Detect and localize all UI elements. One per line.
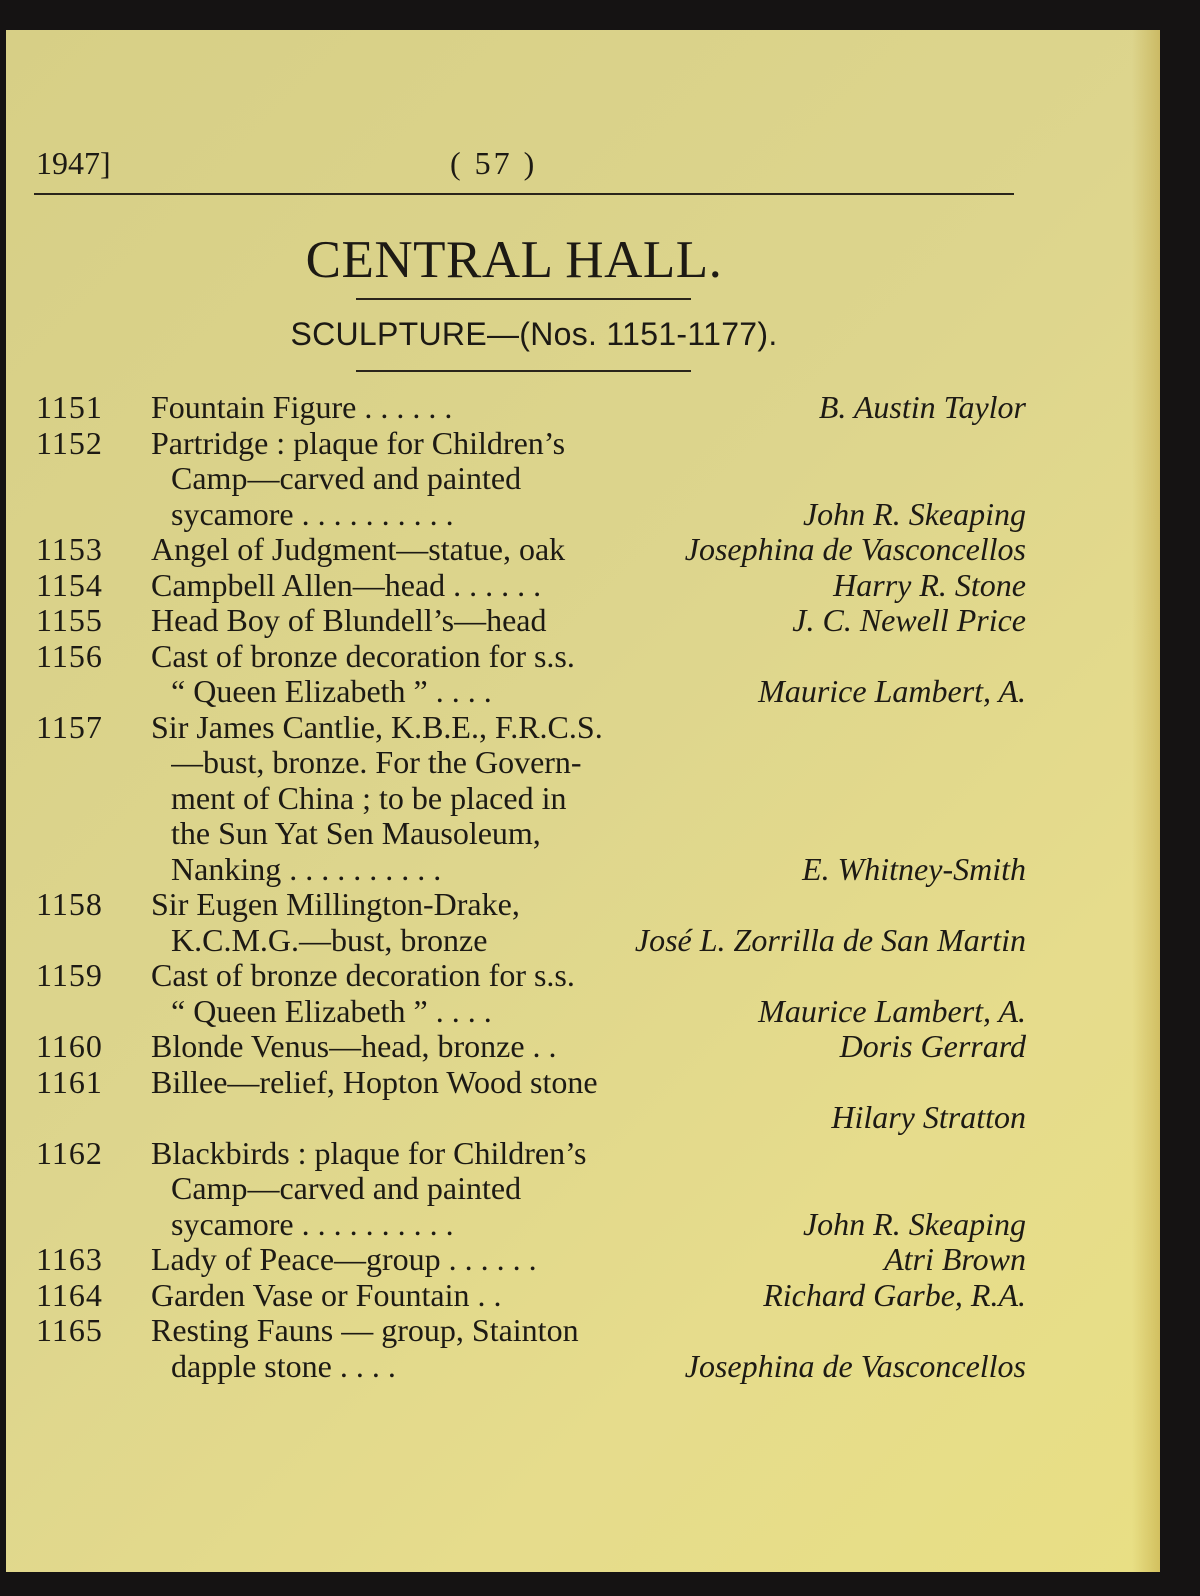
entry-title-text: Lady of Peace—group . . . . . .	[151, 1242, 537, 1277]
entry-line	[151, 1171, 1026, 1207]
entry-title-text: Sir Eugen Millington-Drake,	[151, 887, 520, 922]
year-label: 1947]	[36, 145, 111, 181]
entry-body	[151, 390, 1026, 426]
artist-name: John R. Skeaping	[802, 1205, 1026, 1242]
page-number: ( 57 )	[450, 145, 538, 181]
entry-title-text: sycamore . . . . . . . . . .	[171, 496, 454, 532]
entry-line	[151, 1349, 1026, 1385]
entry-number: 1154	[36, 566, 103, 603]
catalogue-page	[6, 30, 1160, 1572]
artist-name: Josephina de Vasconcellos	[684, 1347, 1026, 1384]
entry-number: 1157	[36, 708, 103, 745]
entry-title-text: Cast of bronze decoration for s.s.	[151, 638, 575, 674]
catalogue-entry	[36, 1029, 1026, 1065]
entry-line	[151, 603, 1026, 639]
artist-name: E. Whitney-Smith	[802, 850, 1026, 887]
entry-number: 1156	[36, 637, 103, 674]
catalogue-entry	[36, 639, 1026, 710]
entry-line	[151, 781, 1026, 817]
entry-title-text: Camp—carved and painted	[171, 461, 522, 496]
entry-body	[151, 1242, 1026, 1278]
entry-line	[151, 568, 1026, 604]
artist-name: Hilary Stratton	[831, 1099, 1026, 1135]
entry-body	[151, 1029, 1026, 1065]
artist-name: Richard Garbe, R.A.	[763, 1276, 1026, 1313]
entry-title-text: sycamore . . . . . . . . . .	[171, 1206, 454, 1242]
artist-name: Harry R. Stone	[833, 566, 1026, 603]
artist-name: Josephina de Vasconcellos	[684, 531, 1026, 567]
entry-line	[151, 461, 1026, 497]
entry-title-text: Fountain Figure . . . . . .	[151, 390, 453, 425]
running-head	[36, 145, 1011, 185]
entry-body	[151, 568, 1026, 604]
entry-title-text: Cast of bronze decoration for s.s.	[151, 958, 575, 993]
entry-line	[151, 710, 1026, 746]
entry-title-text: Blonde Venus—head, bronze . .	[151, 1029, 557, 1064]
title-rule	[356, 298, 691, 300]
entry-number: 1151	[36, 389, 103, 425]
entry-line	[151, 994, 1026, 1030]
entry-body	[151, 603, 1026, 639]
entry-body	[151, 1065, 1026, 1136]
entry-number: 1162	[36, 1134, 103, 1171]
entry-line	[151, 1278, 1026, 1314]
catalogue-entry	[36, 603, 1026, 639]
entry-line	[151, 1136, 1026, 1172]
catalogue-entry	[36, 532, 1026, 568]
artist-name: John R. Skeaping	[802, 495, 1026, 532]
entry-title-text: “ Queen Elizabeth ” . . . .	[171, 993, 492, 1029]
catalogue-entry	[36, 958, 1026, 1029]
artist-name: Maurice Lambert, A.	[758, 992, 1026, 1029]
entry-body	[151, 426, 1026, 533]
entry-line	[151, 958, 1026, 994]
entry-body	[151, 710, 1026, 888]
entry-line	[151, 1029, 1026, 1065]
header-rule	[34, 193, 1014, 195]
entry-title-text: Camp—carved and painted	[171, 1171, 522, 1206]
entry-title-text: Garden Vase or Fountain . .	[151, 1277, 502, 1313]
entry-line	[151, 852, 1026, 888]
entry-body	[151, 958, 1026, 1029]
catalogue-entry	[36, 1065, 1026, 1136]
entry-line	[151, 816, 1026, 852]
artist-name: Maurice Lambert, A.	[758, 673, 1026, 709]
entry-body	[151, 887, 1026, 958]
entry-title-text: Nanking . . . . . . . . . .	[171, 851, 442, 887]
entry-body	[151, 532, 1026, 568]
entry-title-text: Sir James Cantlie, K.B.E., F.R.C.S.	[151, 709, 603, 745]
artist-name: Atri Brown	[884, 1241, 1026, 1277]
entry-number: 1163	[36, 1241, 103, 1277]
entry-line	[151, 923, 1026, 959]
entry-title-text: dapple stone . . . .	[171, 1348, 396, 1384]
entry-title-text: Angel of Judgment—statue, oak	[151, 532, 566, 567]
entry-number: 1159	[36, 957, 103, 993]
entry-line	[151, 639, 1026, 675]
artist-name: José L. Zorrilla de San Martin	[634, 921, 1026, 958]
entry-line	[151, 497, 1026, 533]
section-subtitle: SCULPTURE—(Nos. 1151-1177).	[290, 316, 778, 352]
entry-title-text: Campbell Allen—head . . . . . .	[151, 567, 542, 603]
entry-line	[151, 1313, 1026, 1349]
entry-line	[151, 745, 1026, 781]
entry-line	[151, 1207, 1026, 1243]
entry-title-text: K.C.M.G.—bust, bronze	[171, 922, 488, 958]
catalogue-entry	[36, 1136, 1026, 1243]
catalogue-entry	[36, 1242, 1026, 1278]
entry-line	[151, 1065, 1026, 1101]
entry-title-text: Head Boy of Blundell’s—head	[151, 603, 547, 638]
entry-title-text: the Sun Yat Sen Mausoleum,	[171, 816, 541, 851]
entry-number: 1164	[36, 1276, 103, 1313]
artist-name: J. C. Newell Price	[792, 602, 1026, 638]
entry-number: 1152	[36, 424, 103, 461]
entry-body	[151, 639, 1026, 710]
entry-number: 1165	[36, 1312, 103, 1348]
catalogue-entry	[36, 568, 1026, 604]
catalogue-entry	[36, 1278, 1026, 1314]
catalogue-entry	[36, 887, 1026, 958]
entry-line	[151, 674, 1026, 710]
subtitle-rule	[356, 370, 691, 372]
entry-number: 1160	[36, 1028, 103, 1064]
entry-body	[151, 1313, 1026, 1384]
catalogue-entry	[36, 390, 1026, 426]
entry-title-text: Blackbirds : plaque for Children’s	[151, 1135, 587, 1171]
entry-list	[36, 390, 1026, 1384]
artist-name: Doris Gerrard	[839, 1028, 1026, 1064]
entry-title-text: “ Queen Elizabeth ” . . . .	[171, 674, 492, 709]
entry-number: 1155	[36, 602, 103, 638]
entry-line	[151, 532, 1026, 568]
entry-title-text: ment of China ; to be placed in	[171, 780, 567, 816]
entry-body	[151, 1136, 1026, 1243]
entry-title-text: Partridge : plaque for Children’s	[151, 425, 566, 461]
entry-line	[151, 390, 1026, 426]
entry-body	[151, 1278, 1026, 1314]
entry-number: 1161	[36, 1063, 103, 1100]
entry-line	[151, 1242, 1026, 1278]
entry-number: 1158	[36, 886, 103, 922]
entry-number: 1153	[36, 531, 103, 567]
entry-line	[151, 887, 1026, 923]
entry-line	[151, 426, 1026, 462]
catalogue-entry	[36, 426, 1026, 533]
entry-title-text: Resting Fauns — group, Stainton	[151, 1313, 579, 1348]
section-title: CENTRAL HALL.	[305, 231, 723, 289]
catalogue-entry	[36, 1313, 1026, 1384]
artist-name: B. Austin Taylor	[818, 389, 1026, 425]
entry-title-text: —bust, bronze. For the Govern-	[171, 745, 582, 780]
catalogue-entry	[36, 710, 1026, 888]
entry-title-text: Billee—relief, Hopton Wood stone	[151, 1064, 598, 1100]
